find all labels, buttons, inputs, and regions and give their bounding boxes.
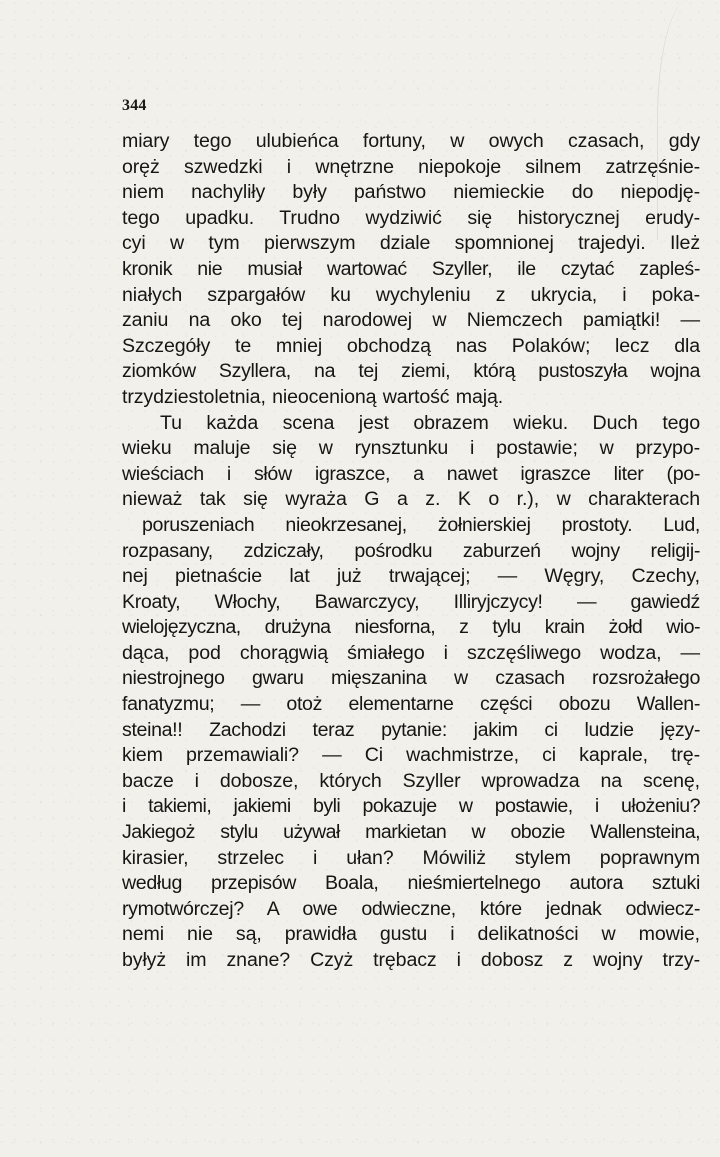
text-line: oręż szwedzki i wnętrzne niepokoje silnem zatrzęśnie- bbox=[122, 155, 700, 178]
text-line: niestrojnego gwaru mięszanina w czasach rozsrożałego bbox=[122, 667, 700, 690]
text-line: bacze i dobosze, których Szyller wprowadza na scenę, bbox=[122, 769, 700, 792]
text-line: cyi w tym pierwszym dziale spomnionej trajedyi. Ileż bbox=[122, 232, 700, 255]
text-line: fanatyzmu; — otoż elementarne części obozu Wallen- bbox=[122, 693, 700, 716]
text-line: niem nachyliły były państwo niemieckie do niepodję- bbox=[122, 181, 700, 204]
text-line: wieku maluje się w rynsztunku i postawie; w przypo- bbox=[122, 437, 700, 460]
text-line: Kroaty, Włochy, Bawarczycy, Illiryjczycy! — gawiedź bbox=[122, 590, 700, 613]
text-line: tego upadku. Trudno wydziwić się historycznej erudy- bbox=[122, 206, 700, 229]
text-line: byłyż im znane? Czyż trębacz i dobosz z wojny trzy- bbox=[122, 949, 700, 971]
text-line: dąca, pod chorągwią śmiałego i szczęśliwego wodza, — bbox=[122, 641, 700, 664]
text-line: kirasier, strzelec i ułan? Mówiliż stylem poprawnym bbox=[122, 846, 700, 869]
text-line: kiem przemawiali? — Ci wachmistrze, ci kaprale, trę- bbox=[122, 744, 700, 767]
text-line: zaniu na oko tej narodowej w Niemczech pamiątki! — bbox=[122, 309, 700, 332]
text-line: wieściach i słów igraszce, a nawet igraszce liter (po- bbox=[122, 462, 700, 485]
text-line: nieważ tak się wyraża G a z. K o r.), w charakterach bbox=[122, 488, 700, 511]
text-line: niałych szpargałów ku wychyleniu z ukrycia, i poka- bbox=[122, 283, 700, 306]
text-line: nej pietnaście lat już trwającej; — Węgry, Czechy, bbox=[122, 565, 700, 588]
text-line: miary tego ulubieńca fortuny, w owych czasach, gdy bbox=[122, 130, 700, 152]
text-line: rymotwórczej? A owe odwieczne, które jednak odwiecz- bbox=[122, 897, 700, 920]
text-line: Tu każda scena jest obrazem wieku. Duch tego bbox=[160, 411, 700, 434]
text-line: poruszeniach nieokrzesanej, żołnierskiej prostoty. Lud, bbox=[142, 513, 700, 536]
text-line: Jakiegoż stylu używał markietan w obozie Wallensteina, bbox=[122, 821, 700, 844]
page-number: 344 bbox=[122, 97, 147, 114]
text-line: trzydziestoletnia, nieocenioną wartość mają. bbox=[122, 385, 504, 408]
text-line: nemi nie są, prawidła gustu i delikatności w mowie, bbox=[122, 923, 700, 946]
text-line: ziomków Szyllera, na tej ziemi, którą pustoszyła wojna bbox=[122, 360, 700, 383]
page-text bbox=[122, 129, 700, 974]
page-edge-curve bbox=[657, 0, 720, 240]
text-line: rozpasany, zdziczały, pośrodku zaburzeń wojny religij- bbox=[122, 539, 700, 562]
text-line: wielojęzyczna, drużyna niesforna, z tylu krain żołd wio- bbox=[122, 616, 700, 639]
text-line: i takiemi, jakiemi byli pokazuje w postawie, i ułożeniu? bbox=[122, 795, 700, 818]
text-line: kronik nie musiał wartować Szyller, ile czytać zapleś- bbox=[122, 257, 700, 280]
text-line: Szczegóły te mniej obchodzą nas Polaków; lecz dla bbox=[122, 334, 700, 357]
text-line: steina!! Zachodzi teraz pytanie: jakim ci ludzie języ- bbox=[122, 718, 700, 741]
text-line: według przepisów Boala, nieśmiertelnego autora sztuki bbox=[122, 872, 700, 895]
